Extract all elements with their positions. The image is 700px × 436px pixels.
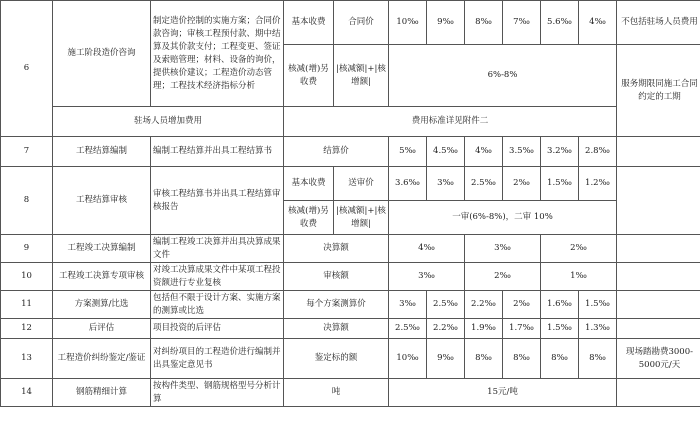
row-number: 6 [1,1,53,137]
remark-cell: 不包括驻场人员费用 [617,1,700,45]
rate-cell: 3.6‰ [389,167,427,201]
rate-cell: 一审(6%-8%)，二审 10% [389,201,617,235]
rate-cell: 4‰ [579,1,617,45]
fee-type: 基本收费 [284,1,334,45]
rate-cell: 3‰ [427,167,465,201]
rate-cell: 15元/吨 [389,379,617,407]
service-description: 编制工程结算并出具工程结算书 [151,137,284,167]
rate-cell: 1.7‰ [503,319,541,339]
service-description: 审核工程结算书并出具工程结算审核报告 [151,167,284,235]
fee-basis: 审核额 [284,263,389,291]
rate-cell: 9‰ [427,1,465,45]
service-name: 方案测算/比选 [53,291,151,319]
fee-type: 驻场人员增加费用 [53,107,284,137]
rate-cell: 2.5‰ [427,291,465,319]
table-row [1,235,700,263]
remark-cell [617,167,700,235]
remark-cell [617,319,700,339]
table-row [1,319,700,339]
rate-cell: 8‰ [465,339,503,379]
table-row [1,1,700,45]
fee-type: 基本收费 [284,167,334,201]
fee-type: 核减(增)另收费 [284,45,334,107]
service-description: 对竣工决算成果文件中某项工程投资额进行专业复核 [151,263,284,291]
service-name: 工程结算编制 [53,137,151,167]
rate-cell: 7‰ [503,1,541,45]
rate-cell: 8‰ [503,339,541,379]
service-name: 工程造价纠纷鉴定/鉴证 [53,339,151,379]
rate-cell: 3‰ [389,263,465,291]
service-name: 钢筋精细计算 [53,379,151,407]
rate-cell: 5‰ [389,137,427,167]
rate-cell: 3.2‰ [541,137,579,167]
remark-cell [617,235,700,263]
fee-basis: 送审价 [334,167,389,201]
row-number: 13 [1,339,53,379]
rate-cell: 1.5‰ [541,167,579,201]
table-row [1,137,700,167]
remark-cell [617,379,700,407]
row-number: 11 [1,291,53,319]
row-number: 10 [1,263,53,291]
fee-basis: 合同价 [334,1,389,45]
rate-cell: 费用标准详见附件二 [284,107,617,137]
row-number: 9 [1,235,53,263]
table-row [1,379,700,407]
rate-cell: 2.5‰ [389,319,427,339]
rate-cell: 2.2‰ [465,291,503,319]
table-row [1,263,700,291]
rate-cell: 5.6‰ [541,1,579,45]
service-name: 工程竣工决算编制 [53,235,151,263]
rate-cell: 1.3‰ [579,319,617,339]
service-description: 包括但不限于设计方案、实施方案的测算或比选 [151,291,284,319]
fee-type: 核减(增)另收费 [284,201,334,235]
rate-cell: 2.8‰ [579,137,617,167]
rate-cell: 4‰ [389,235,465,263]
remark-cell [617,263,700,291]
fee-basis: 结算价 [284,137,389,167]
rate-cell: 3.5‰ [503,137,541,167]
rate-cell: 8‰ [541,339,579,379]
rate-cell: 1‰ [541,263,617,291]
service-name: 施工阶段造价咨询 [53,1,151,107]
rate-cell: 10‰ [389,1,427,45]
service-name: 工程结算审核 [53,167,151,235]
rate-cell: 2.5‰ [465,167,503,201]
service-description: 制定造价控制的实施方案；合同价款咨询；审核工程预付款、期中结算及其价款支付；工程变更、签证及索赔管理；材料、设备的询价，提供核价建议；工程造价动态管理；工程技术经济指标分析 [151,1,284,107]
rate-cell: 8‰ [465,1,503,45]
rate-cell: 1.9‰ [465,319,503,339]
rate-cell: 2‰ [541,235,617,263]
fee-basis: |核减额|+|核增额| [334,45,389,107]
rate-cell: 3‰ [465,235,541,263]
fee-basis: 决算额 [284,319,389,339]
rate-cell: 2‰ [503,167,541,201]
table-row [1,339,700,379]
rate-cell: 1.6‰ [541,291,579,319]
remark-cell [617,137,700,167]
rate-cell: 2‰ [465,263,541,291]
row-number: 14 [1,379,53,407]
remark-cell [617,291,700,319]
fee-basis: 决算额 [284,235,389,263]
remark-cell: 服务期限同施工合同约定的工期 [617,45,700,137]
rate-cell: 1.2‰ [579,167,617,201]
row-number: 7 [1,137,53,167]
rate-cell: 9‰ [427,339,465,379]
row-number: 12 [1,319,53,339]
fee-basis: 每个方案测算价 [284,291,389,319]
service-name: 工程竣工决算专项审核 [53,263,151,291]
rate-cell: 10‰ [389,339,427,379]
fee-basis: 鉴定标的额 [284,339,389,379]
rate-cell: 4‰ [465,137,503,167]
rate-cell: 6%-8% [389,45,617,107]
service-description: 编制工程竣工决算并出具决算成果文件 [151,235,284,263]
rate-cell: 8‰ [579,339,617,379]
fee-basis: |核减额|+|核增额| [334,201,389,235]
table-row [1,291,700,319]
rate-cell: 2‰ [503,291,541,319]
service-name: 后评估 [53,319,151,339]
service-description: 对纠纷项目的工程造价进行编制并出具鉴定意见书 [151,339,284,379]
fee-basis: 吨 [284,379,389,407]
rate-cell: 4.5‰ [427,137,465,167]
service-description: 项目投资的后评估 [151,319,284,339]
rate-cell: 2.2‰ [427,319,465,339]
remark-cell: 现场踏勘费3000-5000元/天 [617,339,700,379]
table-row [1,107,700,137]
rate-cell: 1.5‰ [579,291,617,319]
service-description: 按构件类型、钢筋规格型号分析计算 [151,379,284,407]
row-number: 8 [1,167,53,235]
rate-cell: 3‰ [389,291,427,319]
table-row [1,167,700,201]
rate-cell: 1.5‰ [541,319,579,339]
